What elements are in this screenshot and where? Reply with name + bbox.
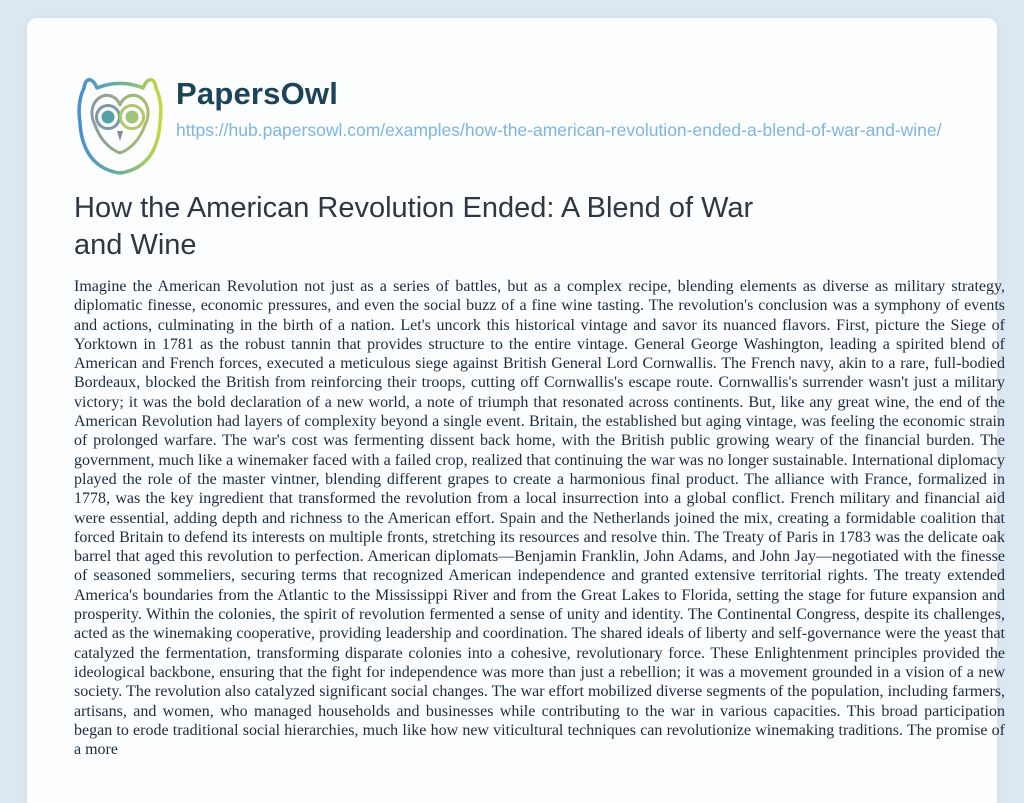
essay-body-text: Imagine the American Revolution not just as a series of battles, but as a complex recipe, blending elements as diverse as military strategy, diplomatic finesse, economic pressures, and even the social buzz of a fine wine tasting. The revolution's conclusion was a symphony of events and actions, culminating in the birth of a nation. Let's uncork this historical vintage and savor its nuanced flavors. First, picture the Siege of Yorktown in 1781 as the robust tannin that provides structure to the entire vintage. General George Washington, leading a spirited blend of American and French forces, executed a meticulous siege against British General Lord Cornwallis. The French navy, akin to a rare, full-bodied Bordeaux, blocked the British from reinforcing their troops, cutting off Cornwallis's escape route. Cornwallis's surrender wasn't just a military victory; it was the bold declaration of a new world, a note of triumph that resonated across continents. But, like any great wine, the end of the American Revolution had layers of complexity beyond a single event. Britain, the established but aging vintage, was feeling the economic strain of prolonged warfare. The war's cost was fermenting dissent back home, with the British public growing weary of the financial burden. The government, much like a winemaker faced with a failed crop, realized that continuing the war was no longer sustainable. International diplomacy played the role of the master vintner, blending different grapes to create a harmonious final product. The alliance with France, formalized in 1778, was the key ingredient that transformed the revolution from a local insurrection into a global conflict. French military and financial aid were essential, adding depth and richness to the American effort. Spain and the Netherlands joined the mix, creating a formidable coalition that forced Britain to defend its interests on multiple fronts, stretching its resources and resolve thin. The Treaty of Paris in 1783 was the delicate oak barrel that aged this revolution to perfection. American diplomats—Benjamin Franklin, John Adams, and John Jay—negotiated with the finesse of seasoned sommeliers, securing terms that recognized American independence and granted extensive territorial rights. The treaty extended America's boundaries from the Atlantic to the Mississippi River and from the Great Lakes to Florida, setting the stage for future expansion and prosperity. Within the colonies, the spirit of revolution fermented a sense of unity and identity. The Continental Congress, despite its challenges, acted as the winemaking cooperative, providing leadership and coordination. The shared ideals of liberty and self-governance were the yeast that catalyzed the fermentation, transforming disparate colonies into a cohesive, revolutionary force. These Enlightenment principles provided the ideological backbone, ensuring that the fight for independence was more than just a rebellion; it was a movement grounded in a vision of a new society. The revolution also catalyzed significant social changes. The war effort mobilized diverse segments of the population, including farmers, artisans, and women, who managed households and businesses while contributing to the war in various capacities. This broad participation began to erode traditional social hierarchies, much like how new viticultural techniques can revolutionize winemaking traditions. The promise of a more — [74, 278, 1005, 759]
papersowl-owl-logo-icon[interactable] — [72, 71, 168, 179]
content-card — [27, 18, 1005, 803]
brand-name[interactable]: PapersOwl — [176, 76, 339, 111]
site-header — [72, 71, 972, 179]
page-title: How the American Revolution Ended: A Blend of War and Wine — [74, 192, 754, 261]
header-text — [176, 71, 976, 143]
source-url-link[interactable]: https://hub.papersowl.com/examples/how-the-american-revolution-ended-a-blend-of-war-and-wine/ — [176, 120, 942, 140]
